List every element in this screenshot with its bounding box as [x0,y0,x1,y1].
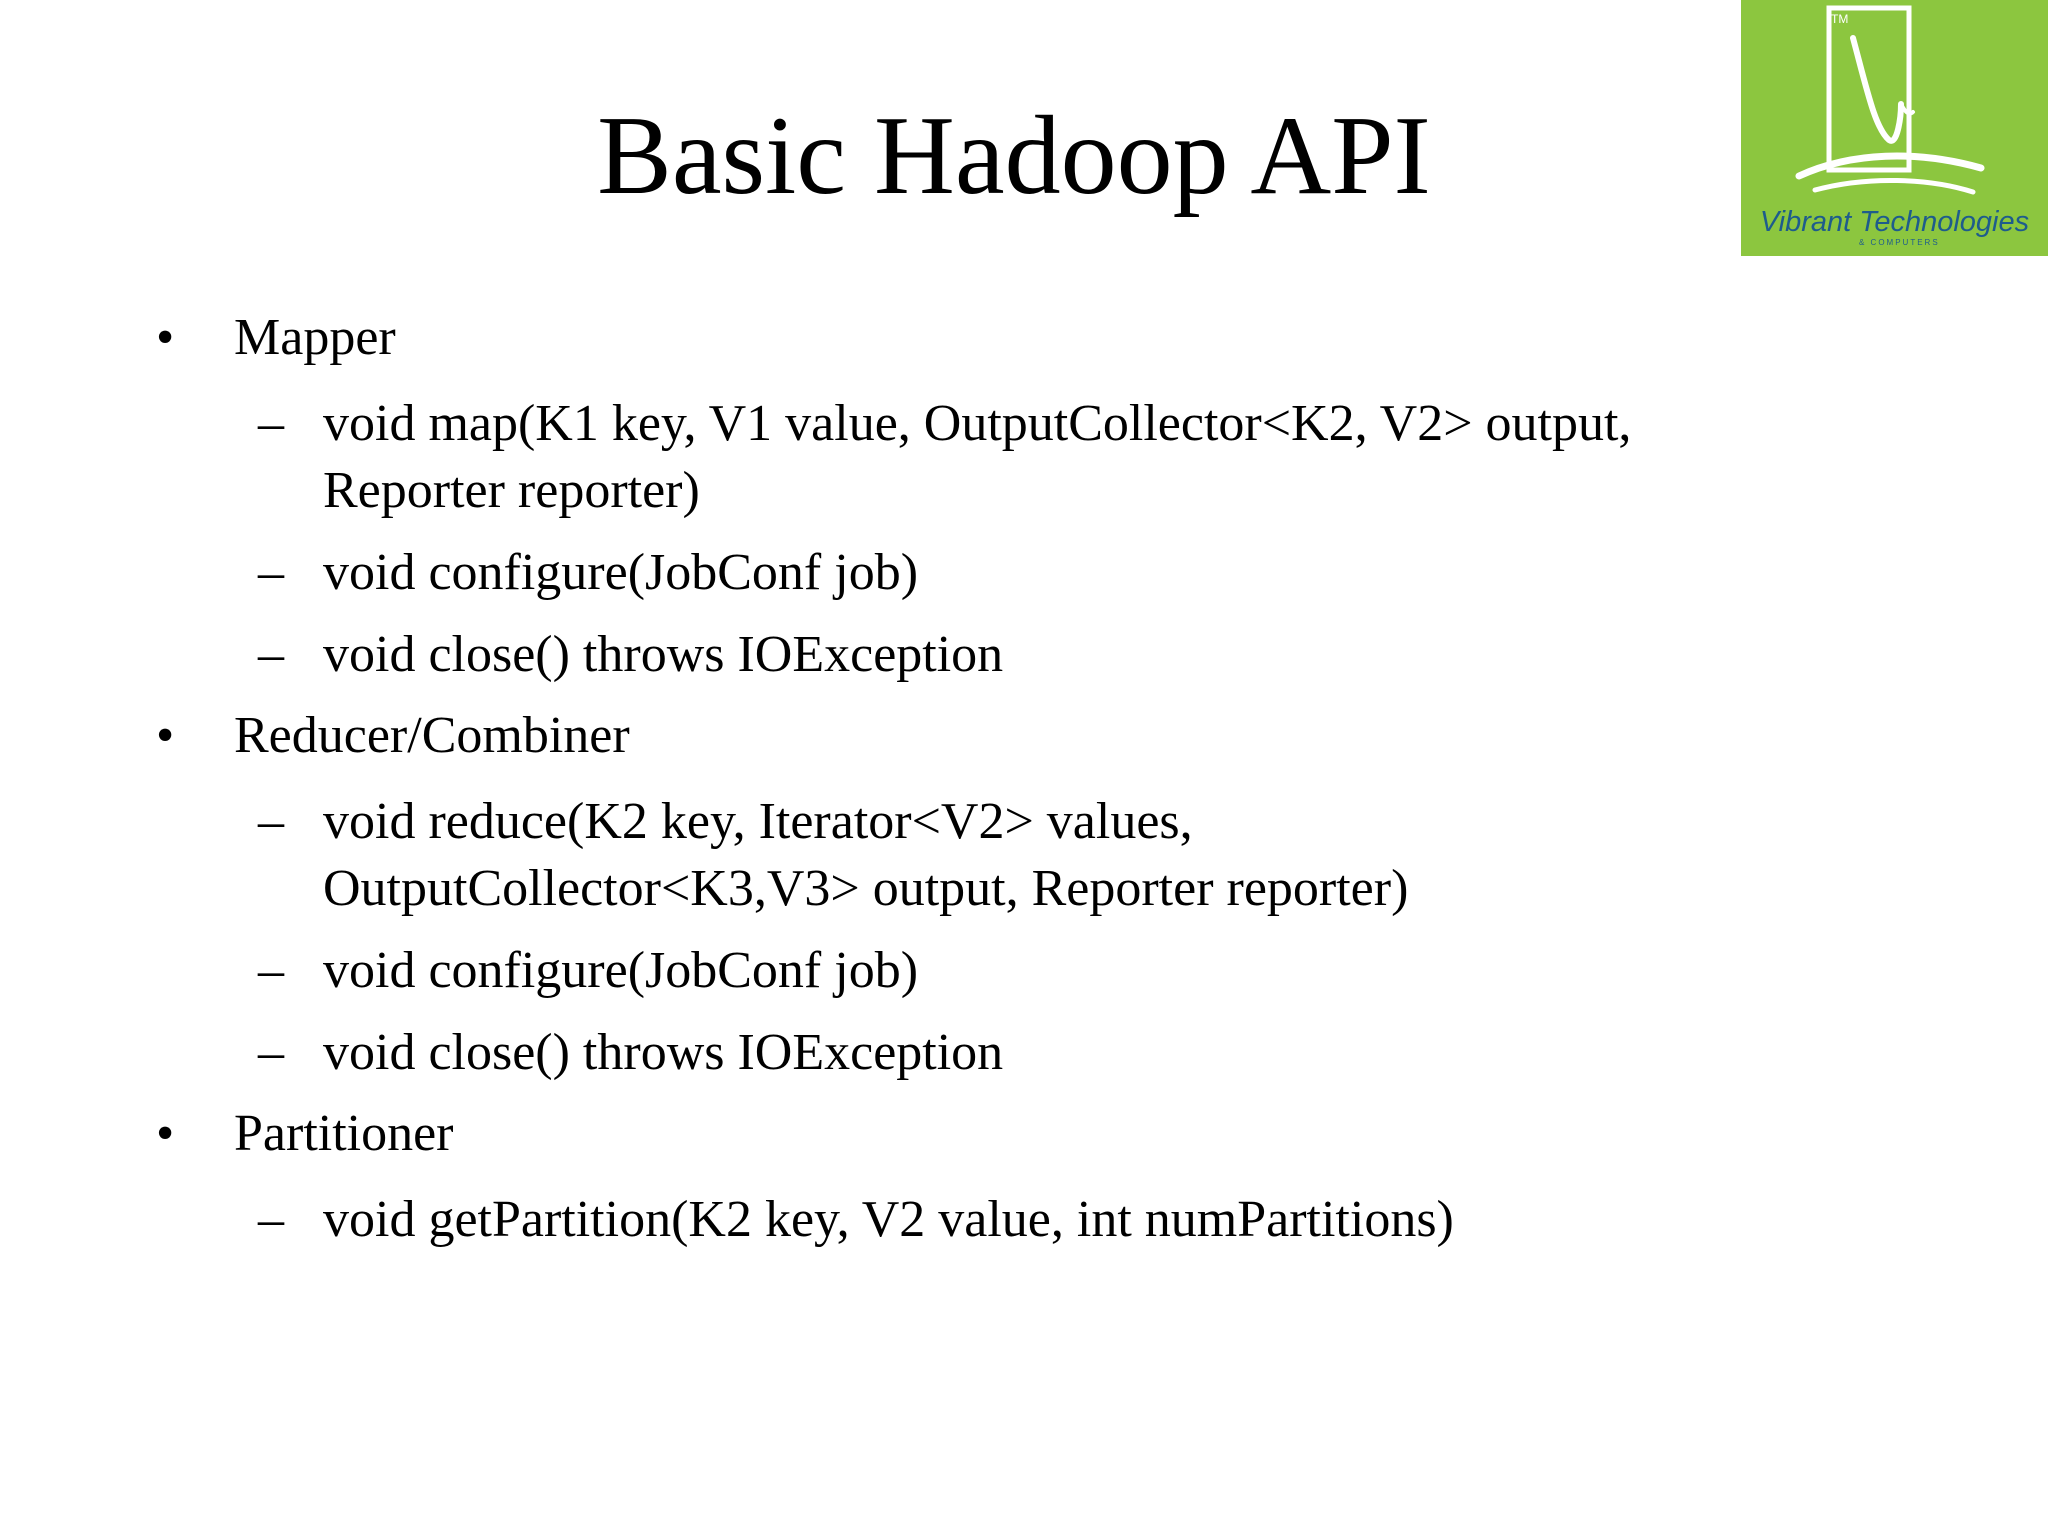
list-item-continued: Reporter reporter) [323,462,700,519]
logo-company-name: Vibrant Technologies [1759,206,2030,238]
dash-icon: – [258,942,284,999]
list-item: void map(K1 key, V1 value, OutputCollector<K2, V2> output, [323,395,1632,452]
section-label-reducer-combiner: Reducer/Combiner [234,707,630,764]
dash-icon: – [258,626,284,683]
dash-icon: – [258,1191,284,1248]
list-item: void reduce(K2 key, Iterator<V2> values, [323,793,1193,850]
list-item: void getPartition(K2 key, V2 value, int numPartitions) [323,1191,1454,1248]
bullet-icon: • [156,707,175,764]
logo-trademark: TM [1831,12,1849,26]
list-item: void close() throws IOException [323,626,1004,683]
section-label-mapper: Mapper [234,309,396,366]
bullet-icon: • [156,1105,175,1162]
list-item: void configure(JobConf job) [323,942,919,999]
bullet-icon: • [156,309,175,366]
list-item-continued: OutputCollector<K3,V3> output, Reporter reporter) [323,860,1409,917]
list-item: void close() throws IOException [323,1024,1004,1081]
dash-icon: – [258,544,284,601]
logo-company-subtitle: & COMPUTERS [1859,238,1940,247]
dash-icon: – [258,395,284,452]
section-label-partitioner: Partitioner [234,1105,454,1162]
slide-title: Basic Hadoop API [597,94,1431,218]
dash-icon: – [258,1024,284,1081]
list-item: void configure(JobConf job) [323,544,919,601]
dash-icon: – [258,793,284,850]
